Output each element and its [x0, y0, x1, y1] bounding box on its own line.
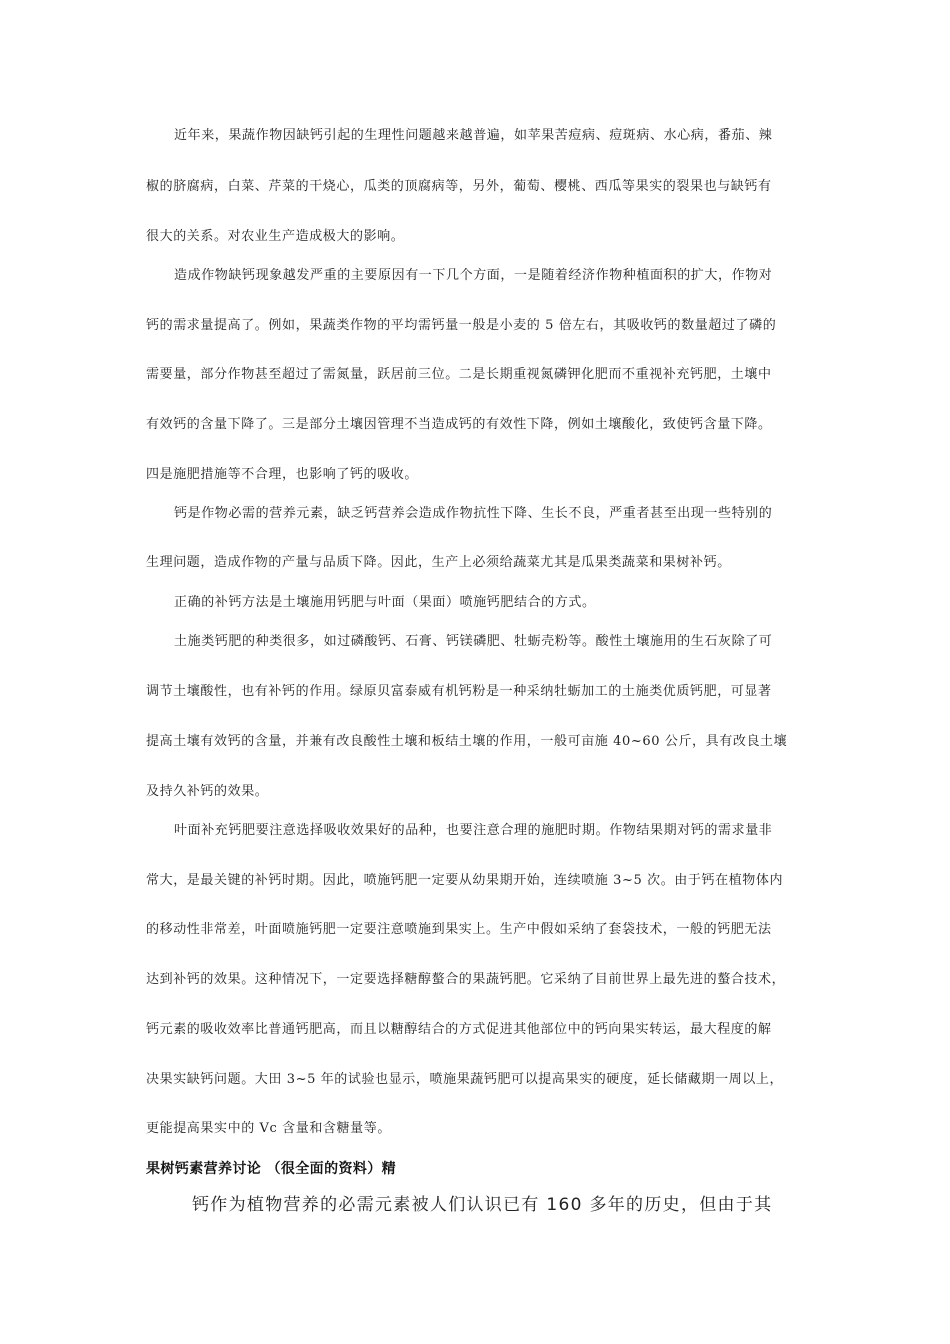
paragraph-2-line-1: 造成作物缺钙现象越发严重的主要原因有一下几个方面，一是随着经济作物种植面积的扩大，作物对 — [174, 268, 773, 283]
paragraph-6-line-4: 达到补钙的效果。这种情况下，一定要选择糖醇螯合的果蔬钙肥。它采纳了目前世界上最先进的螯合技术， — [146, 972, 786, 987]
paragraph-5-line-1: 土施类钙肥的种类很多，如过磷酸钙、石膏、钙镁磷肥、牡蛎壳粉等。酸性土壤施用的生石灰除了可 — [174, 634, 773, 649]
paragraph-6-line-6: 决果实缺钙问题。大田 3~5 年的试验也显示，喷施果蔬钙肥可以提高果实的硬度，延长储藏期一周以上， — [146, 1072, 784, 1087]
paragraph-6-line-2: 常大，是最关键的补钙时期。因此，喷施钙肥一定要从幼果期开始，连续喷施 3~5 次。由于钙在植物体内 — [146, 873, 784, 888]
paragraph-3-line-1: 钙是作物必需的营养元素，缺乏钙营养会造成作物抗性下降、生长不良，严重者甚至出现一些特别的 — [174, 506, 773, 521]
paragraph-5-line-3: 提高土壤有效钙的含量，并兼有改良酸性土壤和板结土壤的作用，一般可亩施 40~60 公斤，具有改良土壤 — [146, 734, 788, 749]
paragraph-6-line-5: 钙元素的吸收效率比普通钙肥高，而且以糖醇结合的方式促进其他部位中的钙向果实转运，最大程度的解 — [146, 1022, 772, 1037]
paragraph-1-line-2: 椒的脐腐病，白菜、芹菜的干烧心，瓜类的顶腐病等，另外，葡萄、樱桃、西瓜等果实的裂果也与缺钙有 — [146, 179, 772, 194]
paragraph-6-line-3: 的移动性非常差，叶面喷施钙肥一定要注意喷施到果实上。生产中假如采纳了套袋技术，一般的钙肥无法 — [146, 922, 772, 937]
paragraph-3-line-2: 生理问题，造成作物的产量与品质下降。因此，生产上必须给蔬菜尤其是瓜果类蔬菜和果树补钙。 — [146, 555, 731, 570]
paragraph-5-line-4: 及持久补钙的效果。 — [146, 784, 269, 799]
section-heading: 果树钙素营养讨论 （很全面的资料）精 — [146, 1161, 397, 1177]
paragraph-2-line-5: 四是施肥措施等不合理，也影响了钙的吸收。 — [146, 467, 419, 482]
paragraph-2-line-2: 钙的需求量提高了。例如，果蔬类作物的平均需钙量一般是小麦的 5 倍左右，其吸收钙的数量超过了磷的 — [146, 318, 777, 333]
paragraph-6-line-7: 更能提高果实中的 Vc 含量和含糖量等。 — [146, 1121, 391, 1136]
paragraph-5-line-2: 调节土壤酸性，也有补钙的作用。绿原贝富泰威有机钙粉是一种采纳牡蛎加工的土施类优质钙肥，可显著 — [146, 684, 772, 699]
paragraph-1-line-1: 近年来，果蔬作物因缺钙引起的生理性问题越来越普遍，如苹果苦痘病、痘斑病、水心病，番茄、辣 — [174, 128, 773, 143]
paragraph-2-line-3: 需要量，部分作物甚至超过了需氮量，跃居前三位。二是长期重视氮磷钾化肥而不重视补充钙肥，土壤中 — [146, 367, 772, 382]
paragraph-4-line-1: 正确的补钙方法是土壤施用钙肥与叶面（果面）喷施钙肥结合的方式。 — [174, 595, 596, 610]
section-intro-text: 钙作为植物营养的必需元素被人们认识已有 160 多年的历史，但由于其 — [192, 1195, 773, 1215]
paragraph-2-line-4: 有效钙的含量下降了。三是部分土壤因管理不当造成钙的有效性下降，例如土壤酸化，致使钙含量下降。 — [146, 417, 772, 432]
paragraph-1-line-3: 很大的关系。对农业生产造成极大的影响。 — [146, 229, 405, 244]
paragraph-6-line-1: 叶面补充钙肥要注意选择吸收效果好的品种，也要注意合理的施肥时期。作物结果期对钙的需求量非 — [174, 823, 773, 838]
